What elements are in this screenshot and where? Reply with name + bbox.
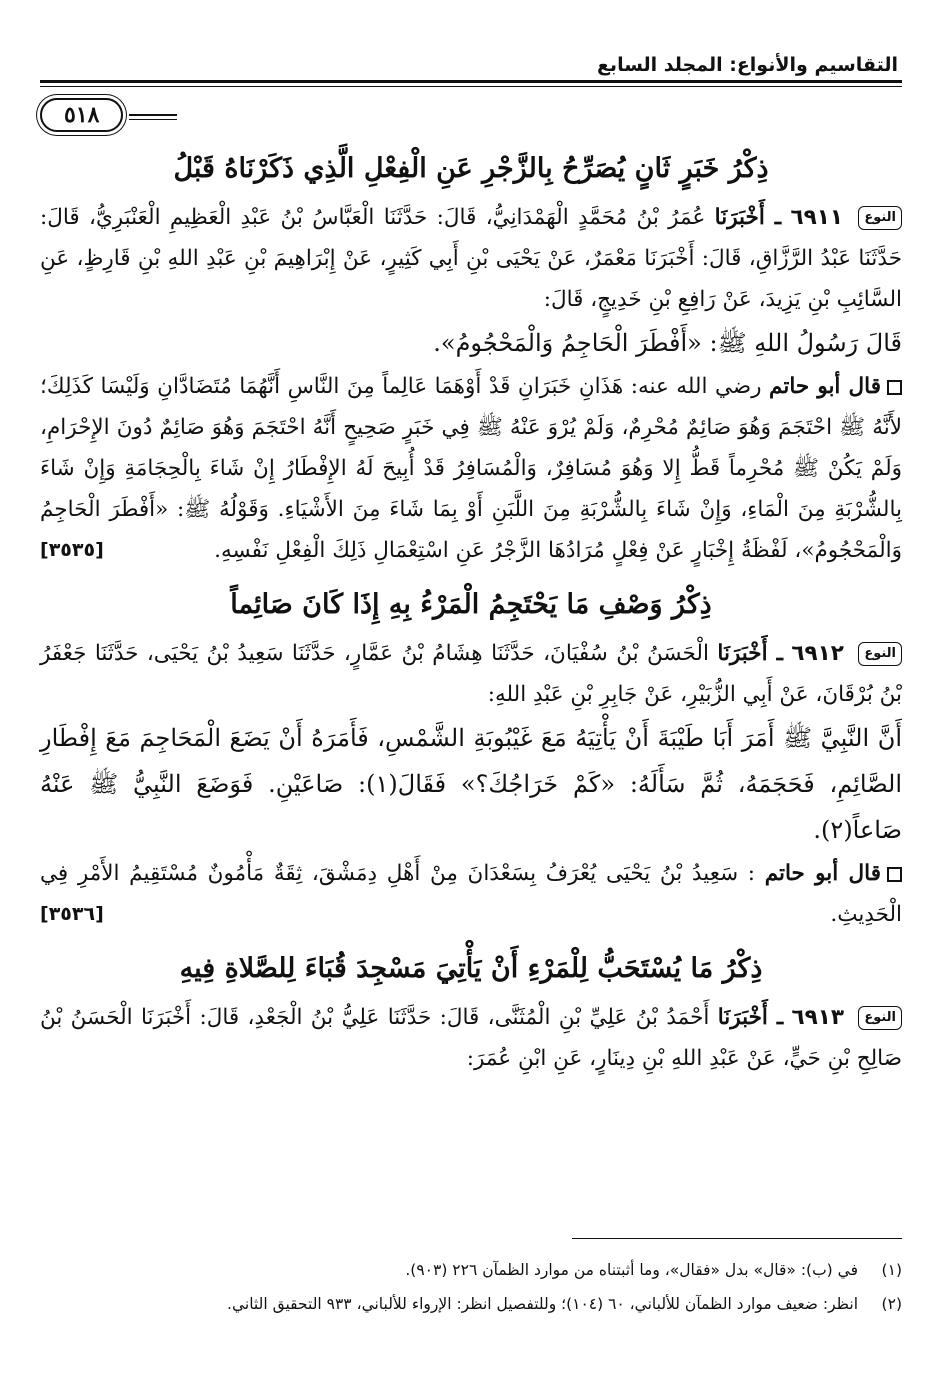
footnote-text: انظر: ضعيف موارد الظمآن للألباني، ٦٠ (١٠٤)؛ وللتفصيل انظر: الإرواء للألباني، ٩٣٣ التحقيق الثاني. — [227, 1295, 858, 1313]
footnote-rule — [572, 1238, 902, 1239]
page — [40, 40, 902, 1079]
reference-number: [٣٥٣٦] — [40, 903, 104, 925]
square-marker-icon — [887, 867, 902, 882]
commentary-label: قال أبو حاتم — [764, 861, 881, 886]
reference-number: [٣٥٣٥] — [40, 539, 104, 561]
hadith-isnad — [40, 197, 902, 320]
hadith-number: ٦٩١٣ — [791, 1005, 844, 1030]
footnote — [40, 1287, 902, 1321]
commentary-text: : سَعِيدُ بْنُ يَحْيَى يُعْرَفُ بِسَعْدَانَ مِنْ أَهْلِ دِمَشْقَ، ثِقَةٌ مَأْمُونٌ مُسْتَقِيمُ الأَمْرِ فِي الْحَدِيثِ. — [40, 861, 902, 927]
naw-badge-icon: النوع — [858, 1006, 902, 1030]
page-number-row — [40, 95, 902, 135]
page-number: ٥١٨ — [40, 98, 123, 132]
isnad-text: أَحْمَدُ بْنُ عَلِيِّ بْنِ الْمُثَنَّى، قَالَ: حَدَّثَنَا عَلِيُّ بْنُ الْجَعْدِ، قَالَ: أَخْبَرَنَا الْحَسَنُ بْنُ صَالِحِ بْنِ حَيٍّ، عَنْ عَبْدِ اللهِ بْنِ دِينَارٍ، عَنِ ابْنِ عُمَرَ: — [40, 1005, 902, 1071]
section-title: ذِكْرُ خَبَرٍ ثَانٍ يُصَرِّحُ بِالزَّجْرِ عَنِ الْفِعْلِ الَّذِي ذَكَرْنَاهُ قَبْلُ — [173, 153, 769, 184]
isnad-text: الْحَسَنُ بْنُ سُفْيَانَ، حَدَّثَنَا هِشَامُ بْنُ عَمَّارٍ، حَدَّثَنَا سَعِيدُ بْنُ يَحْيَى، حَدَّثَنَا جَعْفَرُ بْنُ بُرْقَانَ، عَنْ أَبِي الزُّبَيْرِ، عَنْ جَابِرِ بْنِ عَبْدِ اللهِ: — [40, 641, 902, 707]
hadith-matn: أَنَّ النَّبِيَّ ﷺ أَمَرَ أَبَا طَيْبَةَ أَنْ يَأْتِيَهُ مَعَ غَيْبُوبَةِ الشَّمْسِ، فَأَمَرَهُ أَنْ يَضَعَ الْمَحَاجِمَ مَعَ إِفْطَارِ الصَّائِمِ، فَحَجَمَهُ، ثُمَّ سَأَلَهُ: «كَمْ خَرَاجُكَ؟» فَقَالَ(١): صَاعَيْنِ. فَوَضَعَ النَّبِيُّ ﷺ عَنْهُ صَاعاً(٢). — [40, 724, 902, 844]
commentary — [40, 853, 902, 935]
running-header — [40, 40, 902, 76]
akhbarana-label: ـ أَخْبَرَنَا — [717, 1005, 784, 1030]
commentary — [40, 366, 902, 571]
naw-badge-icon: النوع — [858, 206, 902, 230]
commentary-text: رضي الله عنه: هَذَانِ خَبَرَانِ قَدْ أَوْهَمَا عَالِماً مِنَ النَّاسِ أَنَّهُمَا مُتَضَادَّانِ وَلَيْسَا كَذَلِكَ؛ لأَنَّهُ ﷺ احْتَجَمَ وَهُوَ صَائِمٌ مُحْرِمٌ، وَلَمْ يُرْوَ عَنْهُ ﷺ فِي خَبَرٍ صَحِيحٍ أَنَّهُ احْتَجَمَ وَهُوَ صَائِمٌ دُونَ الإِحْرَامِ، وَلَمْ يَكُنْ ﷺ مُحْرِماً قَطُّ إِلا وَهُوَ مُسَافِرٌ، وَالْمُسَافِرُ قَدْ أُبِيحَ لَهُ الإِفْطَارُ إِنْ شَاءَ بِالْحِجَامَةِ وَإِنْ شَاءَ بِالشُّرْبَةِ مِنَ الْمَاءِ، وَإِنْ شَاءَ بِالشُّرْبَةِ مِنَ اللَّبَنِ أَوْ بِمَا شَاءَ مِنَ الأَشْيَاءِ. وَقَوْلُهُ ﷺ: «أَفْطَرَ الْحَاجِمُ وَالْمَحْجُومُ»، لَفْظَةُ إِخْبَارٍ عَنْ فِعْلٍ مُرَادُهَا الزَّجْرُ عَنِ اسْتِعْمَالِ ذَلِكَ الْفِعْلِ نَفْسِهِ. — [40, 374, 902, 563]
hadith-number: ٦٩١١ — [790, 205, 843, 230]
footnote-number: (٢) — [881, 1295, 902, 1313]
naw-badge-icon: النوع — [858, 642, 902, 666]
hadith-isnad — [40, 997, 902, 1079]
square-marker-icon — [887, 380, 902, 395]
footnotes — [40, 1238, 902, 1321]
running-title: التقاسيم والأنواع: المجلد السابع — [596, 54, 898, 76]
section-title: ذِكْرُ مَا يُسْتَحَبُّ لِلْمَرْءِ أَنْ يَأْتِيَ مَسْجِدَ قُبَاءَ لِلصَّلاةِ فِيهِ — [179, 953, 763, 984]
akhbarana-label: ـ أَخْبَرَنَا — [717, 641, 783, 666]
hadith-number: ٦٩١٢ — [791, 641, 844, 666]
hadith-isnad — [40, 633, 902, 715]
commentary-label: قال أبو حاتم — [769, 374, 881, 399]
isnad-text: عُمَرُ بْنُ مُحَمَّدٍ الْهَمْدَانِيُّ، قَالَ: حَدَّثَنَا الْعَبَّاسُ بْنُ عَبْدِ الْعَظِيمِ الْعَنْبَرِيُّ، قَالَ: حَدَّثَنَا عَبْدُ الرَّزَّاقِ، قَالَ: أَخْبَرَنَا مَعْمَرٌ، عَنْ يَحْيَى بْنِ أَبِي كَثِيرٍ، عَنْ إِبْرَاهِيمَ بْنِ عَبْدِ اللهِ بْنِ قَارِظٍ، عَنِ السَّائِبِ بْنِ يَزِيدَ، عَنْ رَافِعِ بْنِ خَدِيجٍ، قَالَ: — [40, 205, 902, 312]
section-title: ذِكْرُ وَصْفِ مَا يَحْتَجِمُ الْمَرْءُ بِهِ إِذَا كَانَ صَائِماً — [230, 589, 712, 620]
footnote — [40, 1253, 902, 1287]
hadith-matn: قَالَ رَسُولُ اللهِ ﷺ: «أَفْطَرَ الْحَاجِمُ وَالْمَحْجُومُ». — [433, 329, 902, 357]
header-rule — [40, 80, 902, 83]
page-number-line — [129, 114, 177, 116]
footnote-text: في (ب): «قال» بدل «فقال»، وما أثبتناه من موارد الظمآن ٢٢٦ (٩٠٣). — [405, 1261, 858, 1279]
akhbarana-label: ـ أَخْبَرَنَا — [714, 205, 782, 230]
footnote-number: (١) — [881, 1261, 902, 1279]
header-rule-thin — [40, 86, 902, 87]
